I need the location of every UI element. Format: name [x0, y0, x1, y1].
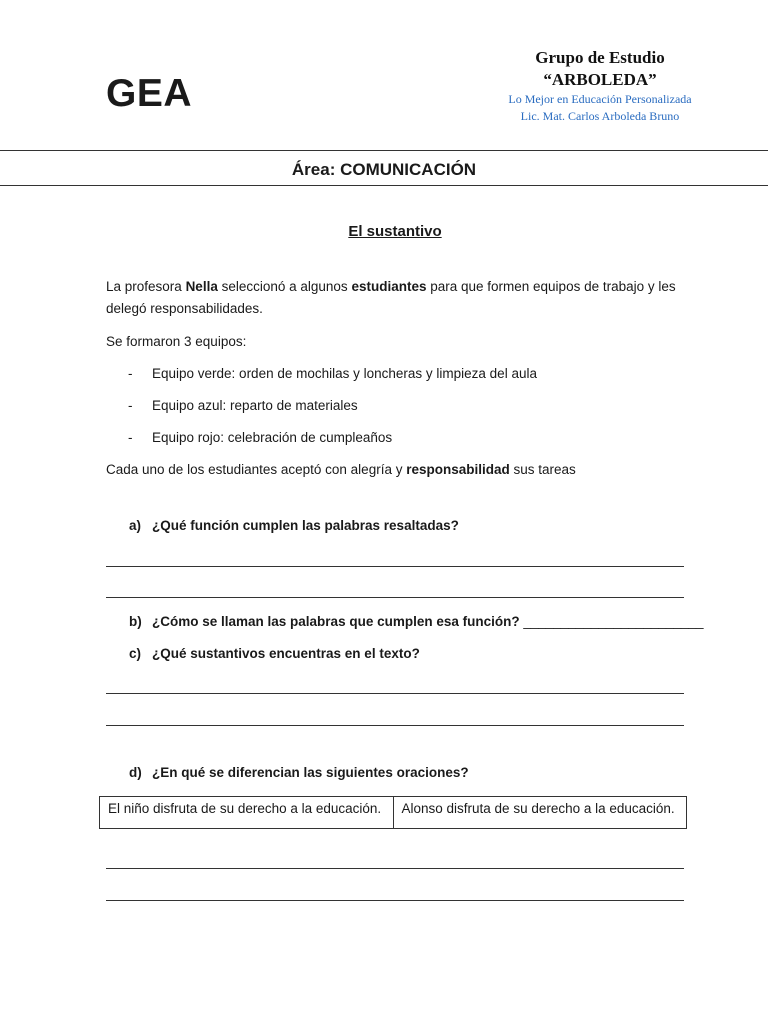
list-item: Equipo azul: reparto de materiales	[152, 398, 358, 413]
question-c-label: c)	[129, 646, 142, 661]
area-bottom-rule	[0, 185, 768, 186]
list-bullet: -	[128, 366, 133, 381]
question-a-label: a)	[129, 518, 142, 533]
highlight-estudiantes: estudiantes	[351, 279, 427, 294]
question-b-text	[152, 611, 704, 633]
page-title: El sustantivo	[348, 223, 442, 240]
answer-line-d1[interactable]	[106, 868, 684, 869]
list-item: Equipo rojo: celebración de cumpleaños	[152, 430, 393, 445]
comparison-table	[99, 796, 687, 829]
answer-line-a2[interactable]	[106, 597, 684, 598]
closing-text-2: sus tareas	[509, 462, 576, 477]
org-name	[470, 47, 730, 91]
question-a-text: ¿Qué función cumplen las palabras resaltadas?	[152, 518, 459, 533]
answer-line-c1[interactable]	[106, 693, 684, 694]
list-bullet: -	[128, 430, 133, 445]
highlight-nella: Nella	[185, 279, 218, 294]
area-top-rule	[0, 150, 768, 151]
answer-line-c2[interactable]	[106, 725, 684, 726]
intro-text-1: La profesora	[106, 279, 186, 294]
org-name-line2: “ARBOLEDA”	[543, 70, 657, 89]
answer-line-a1[interactable]	[106, 566, 684, 567]
question-d-text: ¿En qué se diferencian las siguientes oraciones?	[152, 765, 469, 780]
table-row	[100, 797, 687, 829]
question-d-label: d)	[129, 765, 142, 780]
gea-logo: GEA	[106, 72, 193, 115]
answer-blank-b[interactable]: ________________________	[523, 614, 704, 629]
intro-text-2: seleccionó a algunos	[217, 279, 352, 294]
question-b-label: b)	[129, 614, 142, 629]
list-intro: Se formaron 3 equipos:	[106, 334, 247, 349]
closing-paragraph	[106, 459, 706, 481]
closing-text-1: Cada uno de los estudiantes aceptó con alegría y	[106, 462, 407, 477]
area-heading: Área: COMUNICACIÓN	[291, 160, 477, 179]
comparison-left: El niño disfruta de su derecho a la educación.	[100, 797, 394, 829]
org-name-line1: Grupo de Estudio	[535, 48, 665, 67]
highlight-responsabilidad: responsabilidad	[406, 462, 510, 477]
org-author: Lic. Mat. Carlos Arboleda Bruno	[520, 109, 680, 123]
list-item: Equipo verde: orden de mochilas y loncheras y limpieza del aula	[152, 366, 537, 381]
org-tagline: Lo Mejor en Educación Personalizada	[508, 92, 692, 106]
intro-paragraph	[106, 276, 696, 320]
list-bullet: -	[128, 398, 133, 413]
answer-line-d2[interactable]	[106, 900, 684, 901]
question-c-text: ¿Qué sustantivos encuentras en el texto?	[152, 646, 420, 661]
question-b-prompt: ¿Cómo se llaman las palabras que cumplen esa función?	[152, 614, 520, 629]
comparison-right: Alonso disfruta de su derecho a la educación.	[393, 797, 687, 829]
intro-text-3: para que formen equipos de trabajo y les delegó responsabilidades.	[106, 279, 676, 316]
